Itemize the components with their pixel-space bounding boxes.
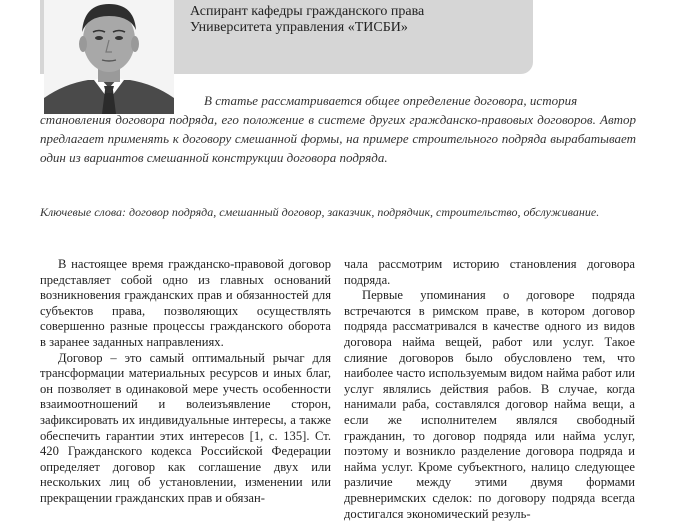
keywords: Ключевые слова: договор подряда, смешанный договор, заказчик, подрядчик, строительство, обслуживание. bbox=[40, 205, 600, 219]
body-column-left bbox=[40, 257, 331, 507]
body-paragraph: Договор – это самый оптимальный рычаг для трансформации материальных ресурсов и иных благ, он позволяет в одинаковой мере учесть особенности взаимоотношений и волеизъявление сторон, зафиксировать их индивидуальные интересы, а также обеспечить гарантии этих интересов [1, с. 135]. Ст. 420 Гражданского кодекса Российской Федерации определяет договор как соглашение двух или нескольких лиц об установлении, изменении или прекращении гражданских прав и обязан- bbox=[40, 350, 331, 505]
author-position: Аспирант кафедры гражданского права bbox=[190, 4, 425, 19]
body-paragraph: В настоящее время гражданско-правовой договор представляет собой одно из главных оснований возникновения гражданских прав и обязанностей для субъектов права, позволяющих осуществлять совершенно разные процессы гражданского оборота в заранее заданных направлениях. bbox=[40, 257, 331, 349]
body-column-right bbox=[344, 257, 635, 522]
abstract-text: становления договора подряда, его положение в системе других гражданско-правовых договоров. Автор предлагает применять к договору смешанной формы, на примере строительного подряда вырабатывает один из вариантов смешанной конструкции договора подряда. bbox=[40, 112, 636, 165]
body-paragraph: Первые упоминания о договоре подряда встречаются в римском праве, в котором договор подряда рассматривался в качестве одного из видов договора найма вещей, работ или услуг. Такое слияние договоров было обусловлено тем, что наиболее часто используемым видом найма работ или услуг являлись действия рабов. В случае, когда нанимали раба, составлялся договор найма вещи, а если же исполнителем являлся свободный гражданин, то договор подряда или найма услуг, поэтому и возникло разделение договора подряда и найма услуг. Кроме субъектного, налицо следующее различие между этими двумя формами древнеримских сделок: по договору подряда всегда достигался экономический резуль- bbox=[344, 288, 635, 521]
author-affiliation bbox=[190, 4, 424, 36]
author-university: Университета управления «ТИСБИ» bbox=[190, 20, 408, 35]
abstract bbox=[40, 91, 636, 167]
body-paragraph-continuation: чала рассмотрим историю становления договора подряда. bbox=[344, 257, 635, 287]
abstract-first-line: В статье рассматривается общее определение договора, история bbox=[204, 93, 578, 108]
